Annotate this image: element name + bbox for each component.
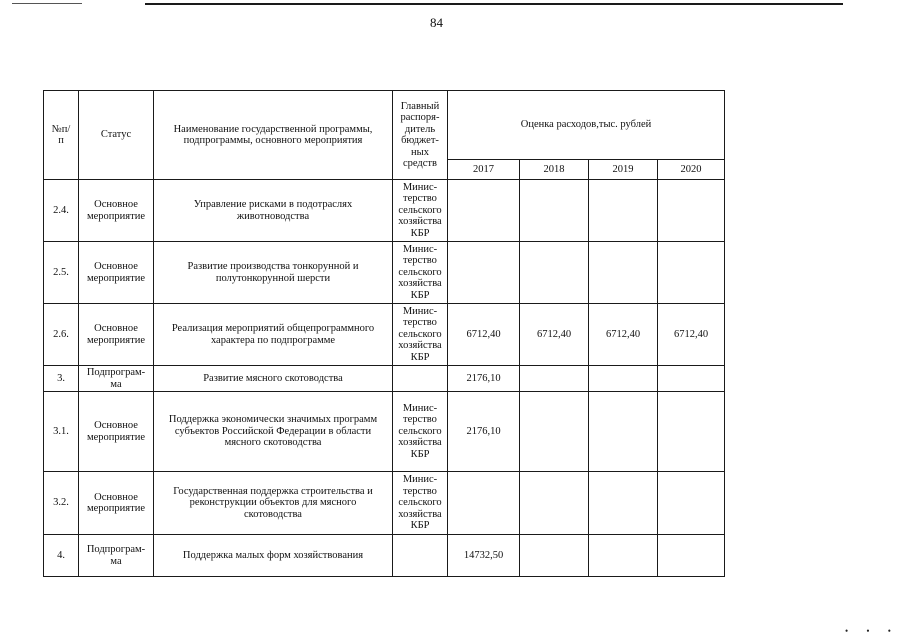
row-admin: Минис- терство сельского хозяйства КБР xyxy=(393,392,448,472)
row-num: 2.6. xyxy=(44,304,79,366)
scan-edge-rule xyxy=(145,3,843,5)
row-name: Развитие производства тонкорунной и полутонкорунной шерсти xyxy=(154,242,393,304)
header-year-2018: 2018 xyxy=(520,160,589,180)
row-status: Основное мероприятие xyxy=(79,242,154,304)
row-num: 3.1. xyxy=(44,392,79,472)
row-name: Реализация мероприятий общепрограммного характера по подпрограмме xyxy=(154,304,393,366)
row-value-2017 xyxy=(448,472,520,535)
header-year-2020: 2020 xyxy=(658,160,725,180)
row-admin: Минис- терство сельского хозяйства КБР xyxy=(393,472,448,535)
row-value-2019 xyxy=(589,366,658,392)
header-year-2017: 2017 xyxy=(448,160,520,180)
table-row xyxy=(44,242,725,304)
table-row xyxy=(44,180,725,242)
row-admin xyxy=(393,535,448,577)
row-value-2018 xyxy=(520,472,589,535)
row-status: Основное мероприятие xyxy=(79,472,154,535)
scan-edge-rule-left xyxy=(12,3,82,4)
row-status: Основное мероприятие xyxy=(79,304,154,366)
row-value-2020 xyxy=(658,180,725,242)
row-value-2017: 6712,40 xyxy=(448,304,520,366)
row-value-2020 xyxy=(658,472,725,535)
row-value-2019: 6712,40 xyxy=(589,304,658,366)
row-name: Поддержка экономически значимых программ субъектов Российской Федерации в области мясного скотоводства xyxy=(154,392,393,472)
header-estimate: Оценка расходов,тыс. рублей xyxy=(448,91,725,160)
row-value-2020 xyxy=(658,242,725,304)
row-name: Поддержка малых форм хозяйствования xyxy=(154,535,393,577)
row-num: 3. xyxy=(44,366,79,392)
row-num: 2.5. xyxy=(44,242,79,304)
row-value-2019 xyxy=(589,242,658,304)
row-value-2018: 6712,40 xyxy=(520,304,589,366)
row-admin: Минис- терство сельского хозяйства КБР xyxy=(393,242,448,304)
row-value-2019 xyxy=(589,392,658,472)
row-value-2020 xyxy=(658,535,725,577)
header-admin: Главный распоря- дитель бюджет- ных средств xyxy=(393,91,448,180)
row-admin xyxy=(393,366,448,392)
row-value-2020 xyxy=(658,366,725,392)
row-value-2017: 2176,10 xyxy=(448,366,520,392)
page-number: 84 xyxy=(430,15,443,30)
table-row xyxy=(44,304,725,366)
row-status: Основное мероприятие xyxy=(79,180,154,242)
scan-artifact-dots: • • • xyxy=(845,626,899,636)
row-name: Управление рисками в подотраслях животноводства xyxy=(154,180,393,242)
row-value-2017 xyxy=(448,180,520,242)
row-name: Развитие мясного скотоводства xyxy=(154,366,393,392)
header-status: Статус xyxy=(79,91,154,180)
header-year-2019: 2019 xyxy=(589,160,658,180)
row-value-2020: 6712,40 xyxy=(658,304,725,366)
table-row xyxy=(44,366,725,392)
row-value-2020 xyxy=(658,392,725,472)
row-num: 4. xyxy=(44,535,79,577)
row-admin: Минис- терство сельского хозяйства КБР xyxy=(393,304,448,366)
row-admin: Минис- терство сельского хозяйства КБР xyxy=(393,180,448,242)
row-value-2019 xyxy=(589,535,658,577)
table-row xyxy=(44,472,725,535)
row-status: Подпрограм- ма xyxy=(79,535,154,577)
row-status: Основное мероприятие xyxy=(79,392,154,472)
row-value-2019 xyxy=(589,472,658,535)
budget-table xyxy=(43,90,725,577)
table-row xyxy=(44,535,725,577)
header-num: №п/ п xyxy=(44,91,79,180)
row-value-2017: 14732,50 xyxy=(448,535,520,577)
header-row xyxy=(44,91,725,160)
row-value-2018 xyxy=(520,392,589,472)
header-name: Наименование государственной программы, подпрограммы, основного мероприятия xyxy=(154,91,393,180)
row-value-2017: 2176,10 xyxy=(448,392,520,472)
row-value-2019 xyxy=(589,180,658,242)
row-num: 2.4. xyxy=(44,180,79,242)
row-value-2018 xyxy=(520,242,589,304)
table-row xyxy=(44,392,725,472)
row-value-2018 xyxy=(520,180,589,242)
row-status: Подпрограм- ма xyxy=(79,366,154,392)
row-value-2018 xyxy=(520,366,589,392)
row-value-2018 xyxy=(520,535,589,577)
row-num: 3.2. xyxy=(44,472,79,535)
row-name: Государственная поддержка строительства и реконструкции объектов для мясного скотоводства xyxy=(154,472,393,535)
row-value-2017 xyxy=(448,242,520,304)
